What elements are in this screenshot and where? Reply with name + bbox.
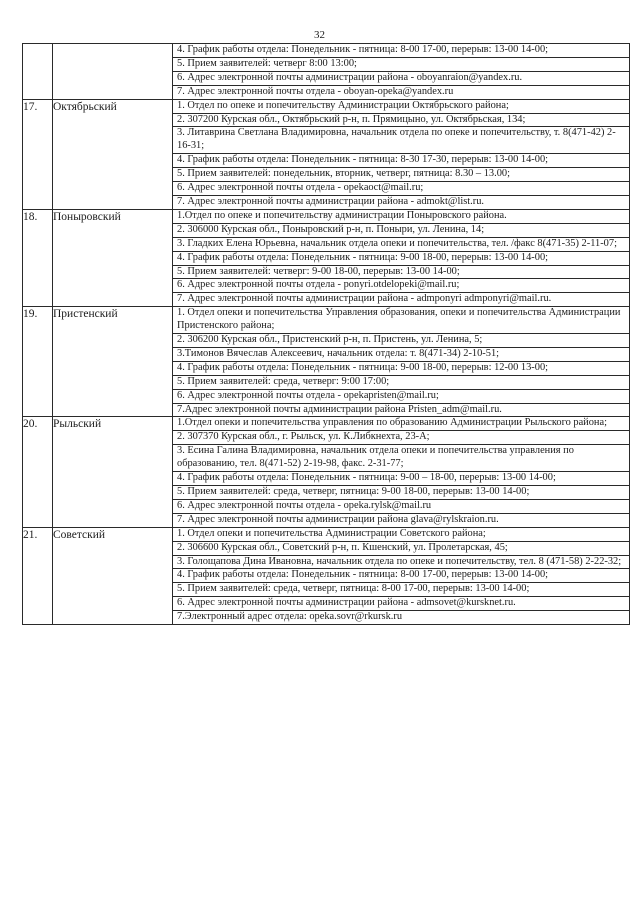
- detail-line: 2. 307200 Курская обл., Октябрьский р-н, п. Прямицыно, ул. Октябрьская, 134;: [173, 114, 629, 128]
- detail-line: 6. Адрес электронной почты администрации района - oboyanraion@yandex.ru.: [173, 72, 629, 86]
- detail-line: 5. Прием заявителей: среда, четверг, пятница: 9-00 18-00, перерыв: 13-00 14-00;: [173, 486, 629, 500]
- row-number: 17.: [23, 99, 53, 209]
- detail-line: 3. Есина Галина Владимировна, начальник отдела опеки и попечительства управления по образованию, тел. 8(471-52) 2-19-98, факс. 2-31-77;: [173, 445, 629, 472]
- row-number: 20.: [23, 417, 53, 527]
- district-name: Советский: [53, 527, 173, 624]
- row-number: 18.: [23, 209, 53, 306]
- table-row: [23, 527, 630, 624]
- detail-line: 6. Адрес электронной почты отдела - ponyri.otdelopeki@mail.ru;: [173, 279, 629, 293]
- district-name: Пристенский: [53, 307, 173, 417]
- detail-line: 7.Электронный адрес отдела: opeka.sovr@rkursk.ru: [177, 611, 403, 623]
- table-row: [23, 209, 630, 306]
- detail-line: 2. 306000 Курская обл., Поныровский р-н, п. Поныри, ул. Ленина, 14;: [173, 224, 629, 238]
- detail-line: 7. Адрес электронной почты администрации района - admponyri admponyri@mail.ru.: [177, 293, 552, 305]
- table-row: [23, 417, 630, 527]
- table-row: [23, 307, 630, 417]
- detail-line: 7. Адрес электронной почты администрации района - admokt@list.ru.: [177, 195, 485, 207]
- detail-line: 7.Адрес электронной почты администрации района Pristen_adm@mail.ru.: [177, 403, 502, 415]
- detail-line: 5. Прием заявителей: среда, четверг: 9:00 17:00;: [173, 376, 629, 390]
- detail-line: 5. Прием заявителей: четверг: 9-00 18-00, перерыв: 13-00 14-00;: [173, 266, 629, 280]
- page-number: 32: [314, 29, 325, 41]
- row-number: [23, 44, 53, 100]
- district-details: [173, 209, 630, 306]
- detail-line: 4. График работы отдела: Понедельник - пятница: 9-00 – 18-00, перерыв: 13-00 14-00;: [173, 472, 629, 486]
- detail-line: 3. Голощапова Дина Ивановна, начальник отдела по опеке и попечительству, тел. 8 (471-58) 2-22-32;: [173, 556, 629, 570]
- detail-line: 6. Адрес электронной почты отдела - opekapristen@mail.ru;: [173, 390, 629, 404]
- district-details: [173, 44, 630, 100]
- detail-line: 6. Адрес электронной почты отдела - opekaoct@mail.ru;: [173, 182, 629, 196]
- detail-line: 3.Тимонов Вячеслав Алексеевич, начальник отдела: т. 8(471-34) 2-10-51;: [173, 348, 629, 362]
- detail-line: 1.Отдел опеки и попечительства управления по образованию Администрации Рыльского района;: [173, 417, 629, 431]
- district-name: Поныровский: [53, 209, 173, 306]
- detail-line: 3. Литаврина Светлана Владимировна, начальник отдела по опеке и попечительству, т. 8(471-42) 2-16-31;: [173, 127, 629, 154]
- detail-line: 2. 306200 Курская обл., Пристенский р-н, п. Пристень, ул. Ленина, 5;: [173, 334, 629, 348]
- detail-line: 4. График работы отдела: Понедельник - пятница: 9-00 18-00, перерыв: 13-00 14-00;: [173, 252, 629, 266]
- detail-line: 2. 307370 Курская обл., г. Рыльск, ул. К.Либкнехта, 23-А;: [173, 431, 629, 445]
- detail-line: 5. Прием заявителей: четверг 8:00 13:00;: [173, 58, 629, 72]
- detail-line: 4. График работы отдела: Понедельник - пятница: 8-00 17-00, перерыв: 13-00 14-00;: [173, 569, 629, 583]
- detail-line: 1. Отдел опеки и попечительства Управления образования, опеки и попечительства Администрации Пристенского района;: [173, 307, 629, 334]
- detail-line: 5. Прием заявителей: понедельник, вторник, четверг, пятница: 8.30 – 13.00;: [173, 168, 629, 182]
- detail-line: 1. Отдел опеки и попечительства Администрации Советского района;: [173, 528, 629, 542]
- row-number: 21.: [23, 527, 53, 624]
- row-number: 19.: [23, 307, 53, 417]
- detail-line: 2. 306600 Курская обл., Советский р-н, п. Кшенский, ул. Пролетарская, 45;: [173, 542, 629, 556]
- detail-line: 5. Прием заявителей: среда, четверг, пятница: 8-00 17-00, перерыв: 13-00 14-00;: [173, 583, 629, 597]
- district-details: [173, 417, 630, 527]
- detail-line: 7. Адрес электронной почты отдела - oboyan-opeka@yandex.ru: [177, 85, 454, 97]
- district-details: [173, 527, 630, 624]
- detail-line: 4. График работы отдела: Понедельник - пятница: 8-30 17-30, перерыв: 13-00 14-00;: [173, 154, 629, 168]
- detail-line: 3. Гладких Елена Юрьевна, начальник отдела опеки и попечительства, тел. /факс 8(471-35) 2-11-07;: [173, 238, 629, 252]
- table-row: [23, 44, 630, 100]
- detail-line: 6. Адрес электронной почты отдела - opeka.rylsk@mail.ru: [173, 500, 629, 514]
- district-details: [173, 307, 630, 417]
- district-name: Октябрьский: [53, 99, 173, 209]
- district-name: Рыльский: [53, 417, 173, 527]
- detail-line: 7. Адрес электронной почты администрации района glava@rylskraion.ru.: [177, 513, 499, 525]
- guardianship-table: [22, 43, 630, 625]
- detail-line: 6. Адрес электронной почты администрации района - admsovet@kursknet.ru.: [173, 597, 629, 611]
- district-name: [53, 44, 173, 100]
- detail-line: 1. Отдел по опеке и попечительству Администрации Октябрьского района;: [173, 100, 629, 114]
- detail-line: 4. График работы отдела: Понедельник - пятница: 8-00 17-00, перерыв: 13-00 14-00;: [173, 44, 629, 58]
- detail-line: 1.Отдел по опеке и попечительству администрации Поныровского района.: [173, 210, 629, 224]
- table-row: [23, 99, 630, 209]
- detail-line: 4. График работы отдела: Понедельник - пятница: 9-00 18-00, перерыв: 12-00 13-00;: [173, 362, 629, 376]
- district-details: [173, 99, 630, 209]
